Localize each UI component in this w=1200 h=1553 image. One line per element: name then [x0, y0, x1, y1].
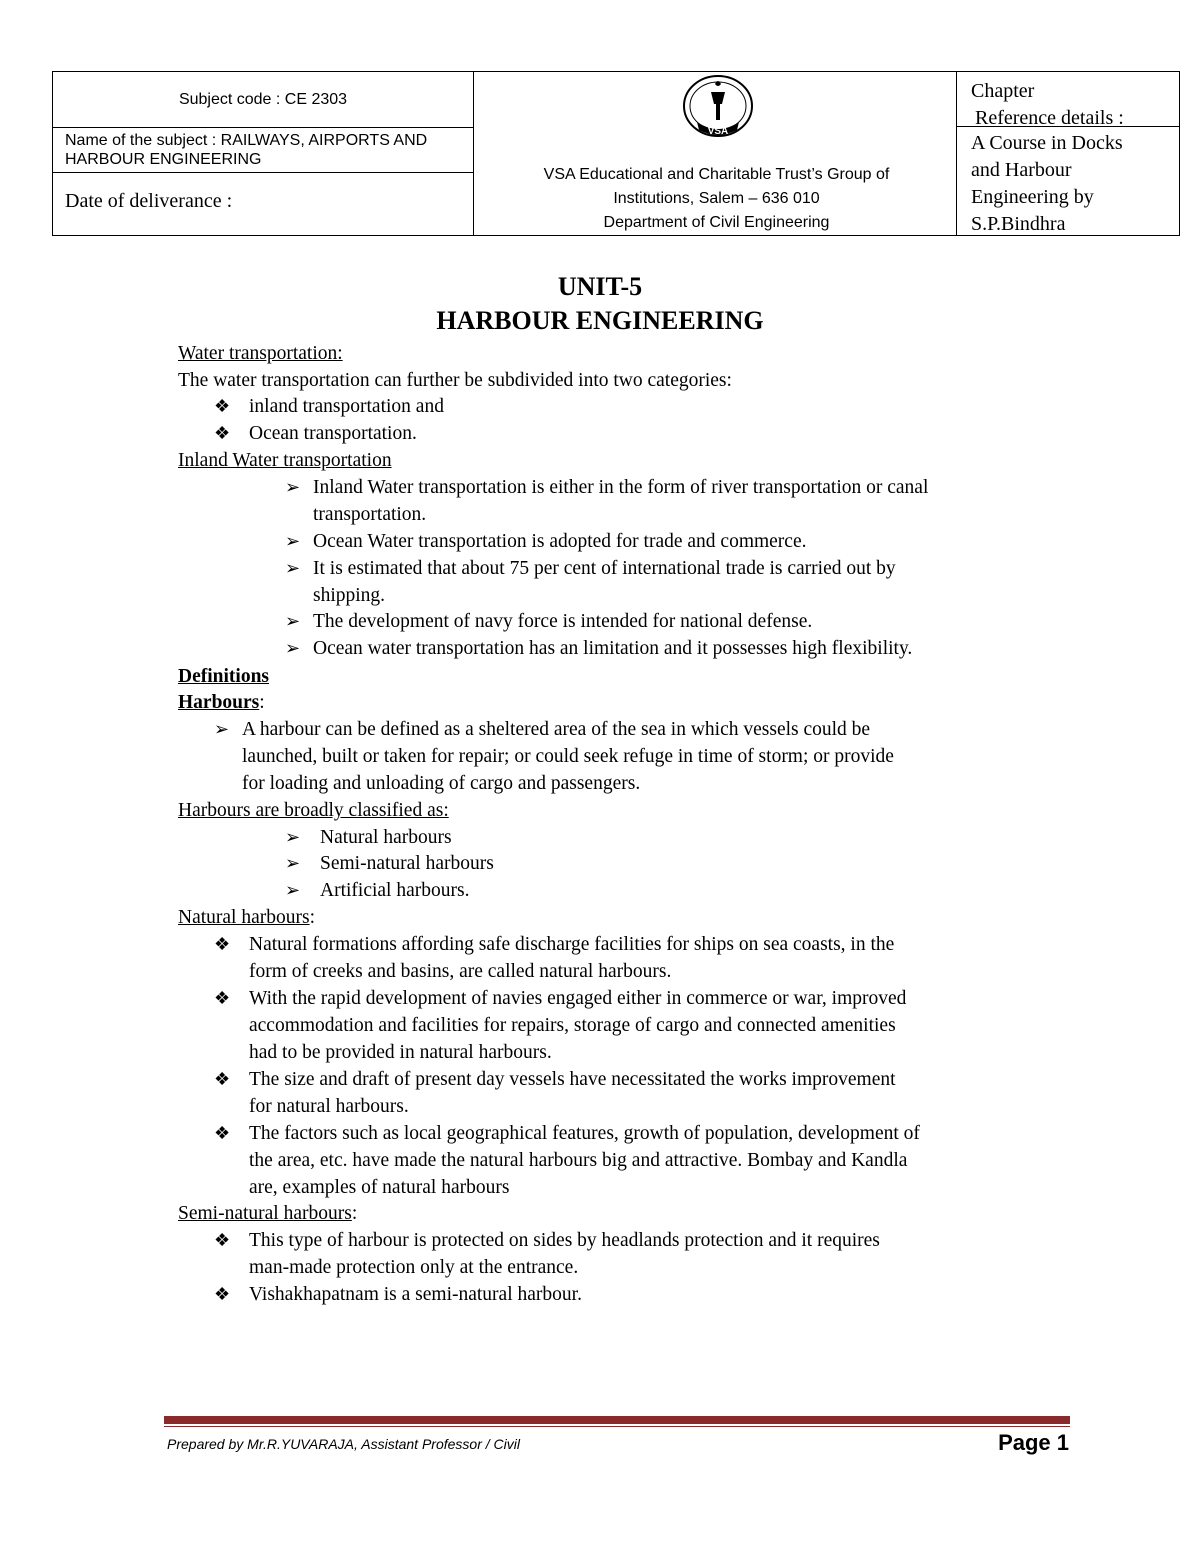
list-item-continuation: the area, etc. have made the natural harbours big and attractive. Bombay and Kandla: [249, 1150, 908, 1171]
logo-text: VSA: [707, 126, 729, 137]
page-number: Page 1: [998, 1430, 1069, 1455]
harbours-heading: Harbours: [178, 692, 260, 713]
list-item-continuation: transportation.: [313, 504, 427, 525]
arrow-bullet-icon: ➢: [285, 531, 301, 551]
header-divider: [473, 72, 474, 235]
institution-line: Institutions, Salem – 636 010: [613, 190, 820, 207]
header-divider: [53, 172, 473, 173]
chapter-line: Reference details :: [975, 107, 1124, 129]
heading-colon: :: [309, 907, 315, 928]
section-heading: Harbours are broadly classified as:: [178, 800, 449, 821]
semi-natural-harbours-heading: Semi-natural harbours: [178, 1203, 352, 1224]
diamond-bullet-icon: ❖: [214, 934, 231, 954]
subject-name: Name of the subject : RAILWAYS, AIRPORTS AND HARBOUR ENGINEERING: [65, 132, 428, 168]
diamond-bullet-icon: ❖: [214, 1069, 231, 1089]
reference-line: and Harbour: [971, 159, 1072, 181]
institution-line: Department of Civil Engineering: [603, 214, 830, 231]
subject-code: Subject code : CE 2303: [178, 91, 348, 108]
list-item: It is estimated that about 75 per cent of international trade is carried out by: [313, 558, 896, 579]
arrow-bullet-icon: ➢: [285, 853, 301, 873]
diamond-bullet-icon: ❖: [214, 988, 231, 1008]
list-item: A harbour can be defined as a sheltered area of the sea in which vessels could be: [242, 719, 871, 740]
arrow-bullet-icon: ➢: [285, 827, 301, 847]
list-item: Artificial harbours.: [320, 880, 470, 901]
list-item-continuation: man-made protection only at the entrance.: [249, 1257, 579, 1278]
footer-rule: [164, 1416, 1070, 1424]
reference-line: Engineering by: [971, 186, 1094, 208]
list-item: Vishakhapatnam is a semi-natural harbour.: [249, 1284, 582, 1305]
list-item: Natural harbours: [320, 827, 452, 848]
list-item-continuation: form of creeks and basins, are called natural harbours.: [249, 961, 672, 982]
reference-details: [971, 130, 1171, 238]
list-item: This type of harbour is protected on sides by headlands protection and it requires: [249, 1230, 880, 1251]
institution-logo: [667, 74, 769, 148]
footer-rule-thin: [164, 1426, 1070, 1427]
list-item: The factors such as local geographical features, growth of population, development of: [249, 1123, 920, 1144]
list-item: Inland Water transportation is either in the form of river transportation or canal: [313, 477, 929, 498]
natural-harbours-heading: Natural harbours: [178, 907, 310, 928]
section-heading: Water transportation:: [178, 343, 343, 364]
list-item: The size and draft of present day vessels have necessitated the works improvement: [249, 1069, 896, 1090]
arrow-bullet-icon: ➢: [285, 880, 301, 900]
chapter-label: [971, 78, 1181, 132]
arrow-bullet-icon: ➢: [285, 558, 301, 578]
list-item: With the rapid development of navies engaged either in commerce or war, improved: [249, 988, 907, 1009]
list-item: Natural formations affording safe discharge facilities for ships on sea coasts, in the: [249, 934, 895, 955]
section-heading: Definitions: [178, 666, 270, 687]
document-header-table: [52, 71, 1180, 236]
arrow-bullet-icon: ➢: [285, 638, 301, 658]
arrow-bullet-icon: ➢: [285, 477, 301, 497]
footer-prepared-by: Prepared by Mr.R.YUVARAJA, Assistant Professor / Civil: [167, 1436, 520, 1452]
diamond-bullet-icon: ❖: [214, 1123, 231, 1143]
reference-line: S.P.Bindhra: [971, 213, 1066, 235]
list-item: Semi-natural harbours: [320, 853, 494, 874]
list-item-continuation: are, examples of natural harbours: [249, 1177, 510, 1198]
diamond-bullet-icon: ❖: [214, 396, 231, 416]
list-item-continuation: for natural harbours.: [249, 1096, 409, 1117]
date-of-deliverance: Date of deliverance :: [65, 190, 233, 212]
list-item: The development of navy force is intended for national defense.: [313, 611, 813, 632]
paragraph: The water transportation can further be subdivided into two categories:: [178, 370, 732, 391]
arrow-bullet-icon: ➢: [285, 611, 301, 631]
institution-name: [475, 163, 958, 235]
page-title: HARBOUR ENGINEERING: [436, 306, 764, 335]
subsection-heading: [178, 689, 265, 716]
arrow-bullet-icon: ➢: [214, 719, 230, 739]
list-item: inland transportation and: [249, 396, 444, 417]
list-item-continuation: launched, built or taken for repair; or could seek refuge in time of storm; or provide: [242, 746, 894, 767]
list-item-continuation: shipping.: [313, 585, 386, 606]
section-heading: [178, 1200, 357, 1227]
diamond-bullet-icon: ❖: [214, 1230, 231, 1250]
institution-line: VSA Educational and Charitable Trust’s Group of: [543, 166, 890, 183]
heading-colon: :: [259, 692, 265, 713]
diamond-bullet-icon: ❖: [214, 1284, 231, 1304]
section-heading: [178, 904, 315, 931]
header-divider: [53, 127, 473, 128]
list-item: Ocean water transportation has an limitation and it possesses high flexibility.: [313, 638, 913, 659]
list-item: Ocean Water transportation is adopted for trade and commerce.: [313, 531, 807, 552]
reference-line: A Course in Docks: [971, 132, 1123, 154]
list-item: Ocean transportation.: [249, 423, 417, 444]
list-item-continuation: for loading and unloading of cargo and passengers.: [242, 773, 641, 794]
list-item-continuation: had to be provided in natural harbours.: [249, 1042, 552, 1063]
list-item-continuation: accommodation and facilities for repairs, storage of cargo and connected amenities: [249, 1015, 896, 1036]
section-heading: Inland Water transportation: [178, 450, 392, 471]
unit-title: UNIT-5: [557, 272, 643, 301]
heading-colon: :: [351, 1203, 358, 1224]
diamond-bullet-icon: ❖: [214, 423, 231, 443]
chapter-line: Chapter: [971, 80, 1035, 102]
